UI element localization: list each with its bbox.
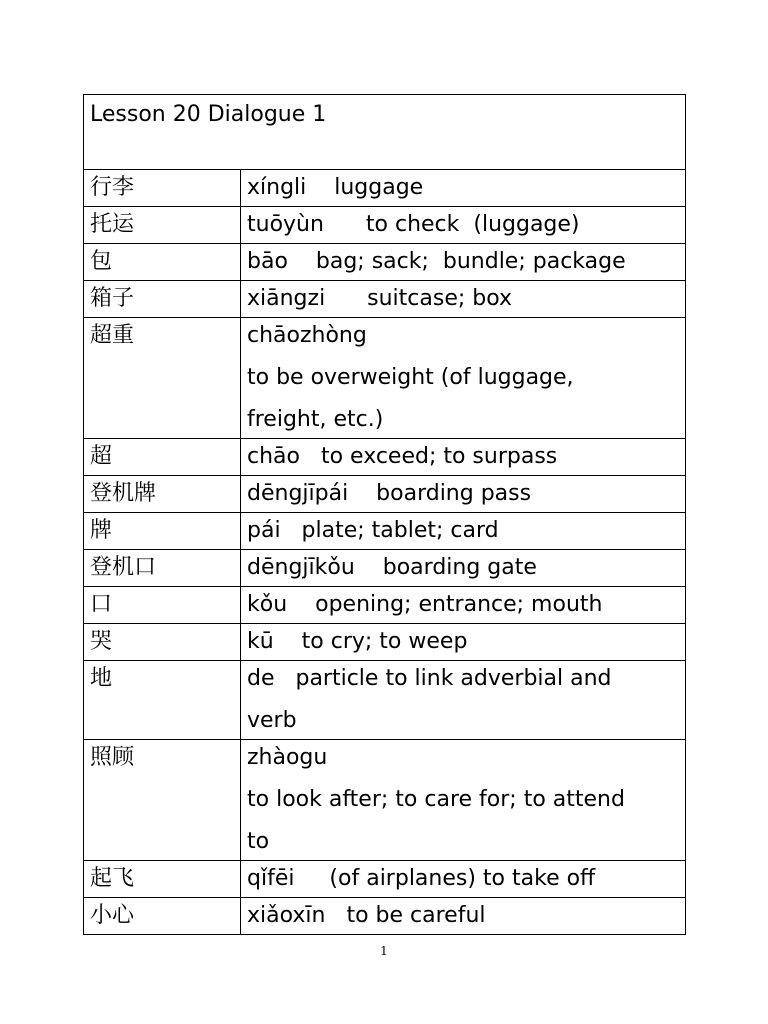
definition-cell (241, 661, 686, 740)
vocab-row (84, 740, 686, 861)
definition-line: dēngjīkǒu boarding gate (247, 555, 537, 580)
definition-cell (241, 550, 686, 587)
lesson-title: Lesson 20 Dialogue 1 (84, 95, 686, 170)
vocab-row (84, 513, 686, 550)
definition-cell (241, 898, 686, 935)
definition-line: xiāngzi suitcase; box (247, 286, 513, 311)
definition-line: chāo to exceed; to surpass (247, 444, 558, 469)
hanzi-cell: 登机口 (84, 550, 241, 587)
hanzi-cell: 行李 (84, 170, 241, 207)
vocab-row (84, 318, 686, 439)
definition-cell (241, 740, 686, 861)
definition-cell (241, 281, 686, 318)
vocab-row (84, 244, 686, 281)
hanzi-cell: 箱子 (84, 281, 241, 318)
definition-line: tuōyùn to check (luggage) (247, 212, 580, 237)
definition-line: to (247, 829, 270, 854)
vocab-row (84, 624, 686, 661)
definition-cell (241, 476, 686, 513)
vocab-row (84, 476, 686, 513)
definition-line: verb (247, 708, 297, 733)
definition-line: dēngjīpái boarding pass (247, 481, 532, 506)
definition-cell (241, 624, 686, 661)
hanzi-cell: 包 (84, 244, 241, 281)
vocab-row (84, 861, 686, 898)
definition-line: kǒu opening; entrance; mouth (247, 592, 603, 617)
vocab-row (84, 898, 686, 935)
hanzi-cell: 登机牌 (84, 476, 241, 513)
vocab-row (84, 550, 686, 587)
definition-line: kū to cry; to weep (247, 629, 468, 654)
definition-cell (241, 244, 686, 281)
hanzi-cell: 口 (84, 587, 241, 624)
vocab-row (84, 170, 686, 207)
hanzi-cell: 哭 (84, 624, 241, 661)
hanzi-cell: 牌 (84, 513, 241, 550)
vocab-row (84, 439, 686, 476)
definition-line: chāozhòng (247, 323, 367, 348)
vocab-row (84, 207, 686, 244)
definition-line: xiǎoxīn to be careful (247, 903, 486, 928)
definition-cell (241, 861, 686, 898)
definition-line: xíngli luggage (247, 175, 424, 200)
hanzi-cell: 起飞 (84, 861, 241, 898)
definition-cell (241, 439, 686, 476)
definition-cell (241, 207, 686, 244)
definition-cell (241, 513, 686, 550)
definition-line: to look after; to care for; to attend (247, 787, 625, 812)
definition-line: to be overweight (of luggage, (247, 365, 574, 390)
vocab-row (84, 587, 686, 624)
hanzi-cell: 超 (84, 439, 241, 476)
definition-line: de particle to link adverbial and (247, 666, 612, 691)
definition-line: bāo bag; sack; bundle; package (247, 249, 626, 274)
hanzi-cell: 照顾 (84, 740, 241, 861)
title-row (84, 95, 686, 170)
vocab-row (84, 661, 686, 740)
definition-cell (241, 170, 686, 207)
definition-line: zhàogu (247, 745, 328, 770)
definition-line: qǐfēi (of airplanes) to take off (247, 866, 596, 891)
hanzi-cell: 小心 (84, 898, 241, 935)
vocabulary-table-body (84, 95, 686, 935)
page-number: 1 (380, 944, 388, 958)
vocab-row (84, 281, 686, 318)
hanzi-cell: 超重 (84, 318, 241, 439)
hanzi-cell: 托运 (84, 207, 241, 244)
hanzi-cell: 地 (84, 661, 241, 740)
definition-line: pái plate; tablet; card (247, 518, 499, 543)
vocabulary-table (83, 94, 686, 935)
definition-line: freight, etc.) (247, 407, 384, 432)
definition-cell (241, 587, 686, 624)
definition-cell (241, 318, 686, 439)
